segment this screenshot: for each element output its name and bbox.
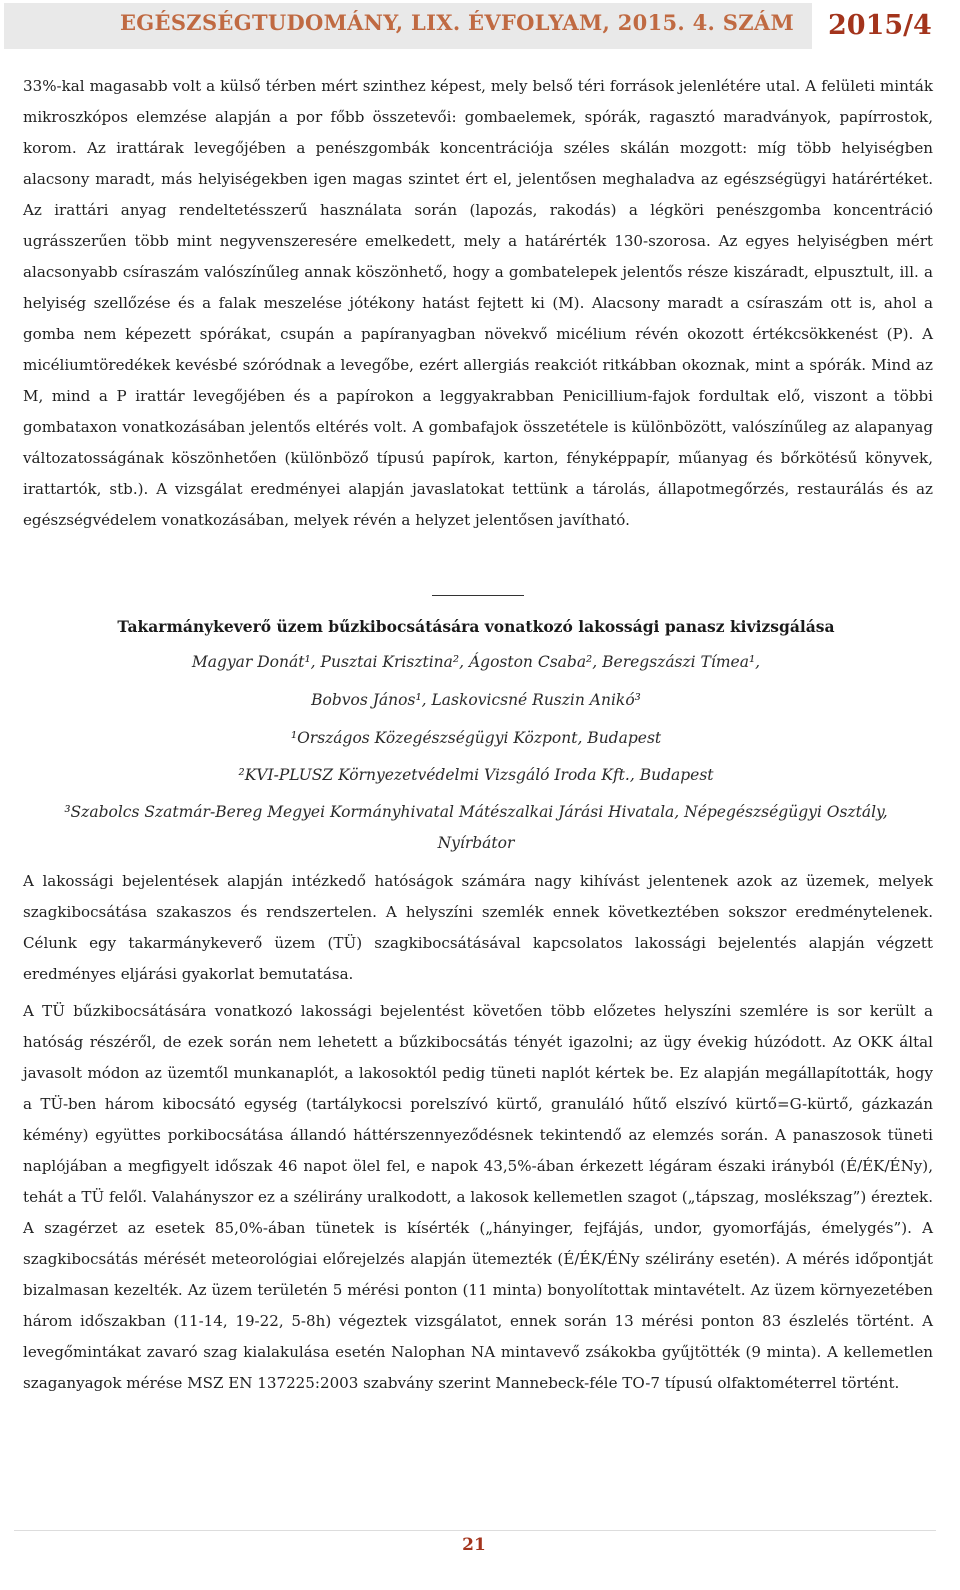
page-number: 21 bbox=[462, 1535, 486, 1555]
article-paragraph-1: A lakossági bejelentések alapján intézkedő hatóságok számára nagy kihívást jelentenek azok az üzemek, melyek szagkibocsátása szakaszos és rendszertelen. A helyszíni szemlék ennek következtében sokszor eredménytelenek. Célunk egy takarmánykeverő üzem (TÜ) szagkibocsátásával kapcsolatos lakossági bejelentés alapján végzett eredményes eljárási gyakorlat bemutatása. bbox=[23, 872, 933, 983]
affiliation-3-line-1: ³Szabolcs Szatmár-Bereg Megyei Kormányhivatal Mátészalkai Járási Hivatala, Népegészségügyi Osztály, bbox=[64, 803, 888, 821]
authors-line-2: Bobvos János¹, Laskovicsné Ruszin Anikó³ bbox=[311, 691, 641, 709]
article-title: Takarmánykeverő üzem bűzkibocsátására vonatkozó lakossági panasz kivizsgálása bbox=[117, 617, 835, 636]
journal-title: EGÉSZSÉGTUDOMÁNY, LIX. ÉVFOLYAM, 2015. 4. SZÁM bbox=[120, 10, 795, 35]
affiliation-1: ¹Országos Közegészségügyi Központ, Budapest bbox=[290, 729, 662, 747]
intro-paragraph: 33%-kal magasabb volt a külső térben mért szinthez képest, mely belső téri források jelenlétére utal. A felületi minták mikroszkópos elemzése alapján a por főbb összetevői: gombaelemek, spórák, ragasztó maradványok, papírrostok, korom. Az irattárak levegőjében a penészgombák koncentrációja széles skálán mozgott: míg több helyiségben alacsony maradt, más helyiségekben igen magas szintet ért el, jelentősen meghaladva az egészségügyi határértéket. Az irattári anyag rendeltetésszerű használata során (lapozás, rakodás) a légköri penészgomba koncentráció ugrásszerűen több mint negyvenszeresére emelkedett, mely a határérték 130-szorosa. Az egyes helyiségben mért alacsonyabb csíraszám valószínűleg annak köszönhető, hogy a gombatelepek jelentős része kiszáradt, elpusztult, ill. a helyiség szellőzése és a falak meszelése jótékony hatást fejtett ki (M). Alacsony maradt a csíraszám ott is, ahol a gomba nem képezett spórákat, csupán a papíranyagban növekvő micélium révén okozott értékcsökkenést (P). A micéliumtöredékek kevésbé szóródnak a levegőbe, ezért allergiás reakciót ritkábban okoznak, mint a spórák. Mind az M, mind a P irattár levegőjében és a papírokon a leggyakrabban Penicillium-fajok fordultak elő, viszont a többi gombataxon vonatkozásában jelentős eltérés volt. A gombafajok összetétele is különbözött, valószínűleg az alapanyag változatosságának köszönhetően (különböző típusú papírok, karton, fényképpapír, műanyag és bőrkötésű könyvek, irattartók, stb.). A vizsgálat eredményei alapján javaslatokat tettünk a tárolás, állapotmegőrzés, restaurálás és az egészségvédelem vonatkozásában, melyek révén a helyzet jelentősen javítható. bbox=[23, 77, 933, 529]
article-paragraph-2: A TÜ bűzkibocsátására vonatkozó lakossági bejelentést követően több előzetes helyszíni szemlére is sor került a hatóság részéről, de ezek során nem lehetett a bűzkibocsátás tényét igazolni; az ügy évekig húzódott. Az OKK által javasolt módon az üzemtől munkanaplót, a lakosoktól pedig tüneti naplót kértek be. Ez alapján megállapították, hogy a TÜ-ben három kibocsátó egység (tartálykocsi porelszívó kürtő, granuláló hűtő elszívó kürtő=G-kürtő, gázkazán kémény) együttes porkibocsátása állandó háttérszennyeződésnek tekintendő az elemzés során. A panaszosok tüneti naplójában a megfigyelt időszak 46 napot ölel fel, e napok 43,5%-ában érkezett légáram északi irányból (É/ÉK/ÉNy), tehát a TÜ felől. Valahányszor ez a szélirány uralkodott, a lakosok kellemetlen szagot („tápszag, moslékszag”) éreztek. A szagérzet az esetek 85,0%-ában tünetek is kísérték („hányinger, fejfájás, undor, gyomorfájás, émelygés”). A szagkibocsátás mérését meteorológiai előrejelzés alapján ütemezték (É/ÉK/ÉNy szélirány esetén). A mérés időpontját bizalmasan kezelték. Az üzem területén 5 mérési ponton (11 minta) bonyolítottak mintavételt. Az üzem környezetében három időszakban (11-14, 19-22, 5-8h) végeztek vizsgálatot, ennek során 13 mérési ponton 83 észlelés történt. A levegőmintákat zavaró szag kialakulása esetén Nalophan NA mintavevő zsákokba gyűjtötték (9 minta). A kellemetlen szaganyagok mérése MSZ EN 137225:2003 szabvány szerint Mannebeck-féle TO-7 típusú olfaktométerrel történt. bbox=[23, 1002, 933, 1392]
issue-number: 2015/4 bbox=[828, 10, 932, 41]
affiliation-2: ²KVI-PLUSZ Környezetvédelmi Vizsgáló Iroda Kft., Budapest bbox=[238, 766, 714, 784]
page-header bbox=[0, 0, 960, 54]
section-divider bbox=[432, 595, 524, 596]
affiliation-3-line-2: Nyírbátor bbox=[437, 834, 515, 852]
footer-rule bbox=[14, 1530, 936, 1531]
authors-line-1: Magyar Donát¹, Pusztai Krisztina², Ágoston Csaba², Beregszászi Tímea¹, bbox=[191, 653, 761, 671]
